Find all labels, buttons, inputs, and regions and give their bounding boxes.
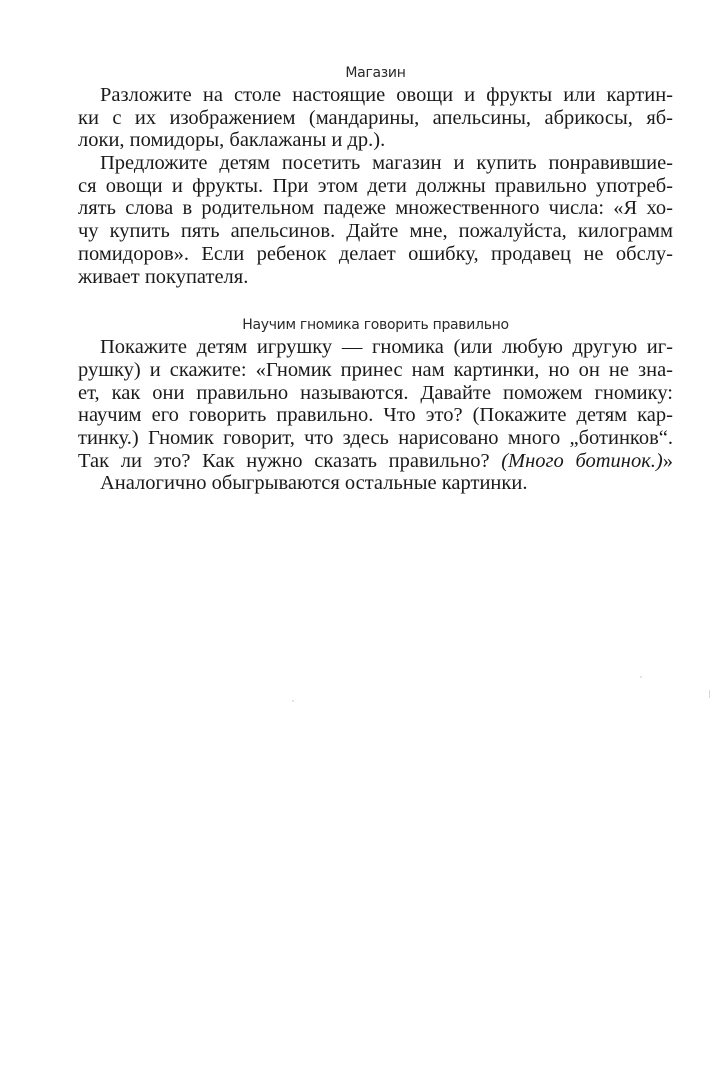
text-run: Так ли это? Как нужно сказать правильно? bbox=[78, 449, 490, 472]
text-line: ет, как они правильно называются. Давайте поможем гномику: bbox=[78, 381, 673, 404]
scan-speck bbox=[709, 690, 710, 698]
text-line: Покажите детям игрушку — гномика (или любую другую иг- bbox=[100, 336, 673, 359]
text-line: Разложите на столе настоящие овощи и фрукты или картин- bbox=[100, 84, 673, 106]
closing-quote: » bbox=[662, 449, 673, 472]
text-line: лять слова в родительном падеже множественного числа: «Я хо- bbox=[78, 197, 673, 220]
book-page bbox=[78, 62, 673, 495]
text-line: научим его говорить правильно. Что это? (Покажите детям кар- bbox=[78, 404, 673, 427]
text-line: ся овощи и фрукты. При этом дети должны правильно употреб- bbox=[78, 174, 673, 197]
text-line: Аналогично обыгрываются остальные картинки. bbox=[100, 472, 528, 495]
italic-answer: (Много ботинок.) bbox=[501, 449, 663, 472]
section-body-shop bbox=[78, 84, 673, 288]
text-line: Предложите детям посетить магазин и купить понравившие- bbox=[100, 152, 673, 175]
text-line: помидоров». Если ребенок делает ошибку, продавец не обслу- bbox=[78, 242, 673, 265]
section-body-gnome bbox=[78, 336, 673, 495]
section-gap bbox=[78, 288, 673, 314]
text-line: тинку.) Гномик говорит, что здесь нарисовано много „ботинков“. bbox=[78, 426, 673, 449]
scan-speck bbox=[640, 676, 642, 678]
text-line: рушку) и скажите: «Гномик принес нам картинки, но он не зна- bbox=[78, 358, 673, 381]
text-line: ки с их изображением (мандарины, апельсины, абрикосы, яб- bbox=[78, 106, 673, 129]
text-line: локи, помидоры, баклажаны и др.). bbox=[78, 129, 386, 152]
text-line bbox=[78, 450, 673, 473]
text-line: живает покупателя. bbox=[78, 265, 249, 288]
scan-speck bbox=[292, 700, 294, 702]
section-heading-gnome: Научим гномика говорить правильно bbox=[242, 317, 509, 334]
section-heading-shop: Магазин bbox=[345, 65, 406, 81]
text-line: чу купить пять апельсинов. Дайте мне, пожалуйста, килограмм bbox=[78, 220, 673, 243]
